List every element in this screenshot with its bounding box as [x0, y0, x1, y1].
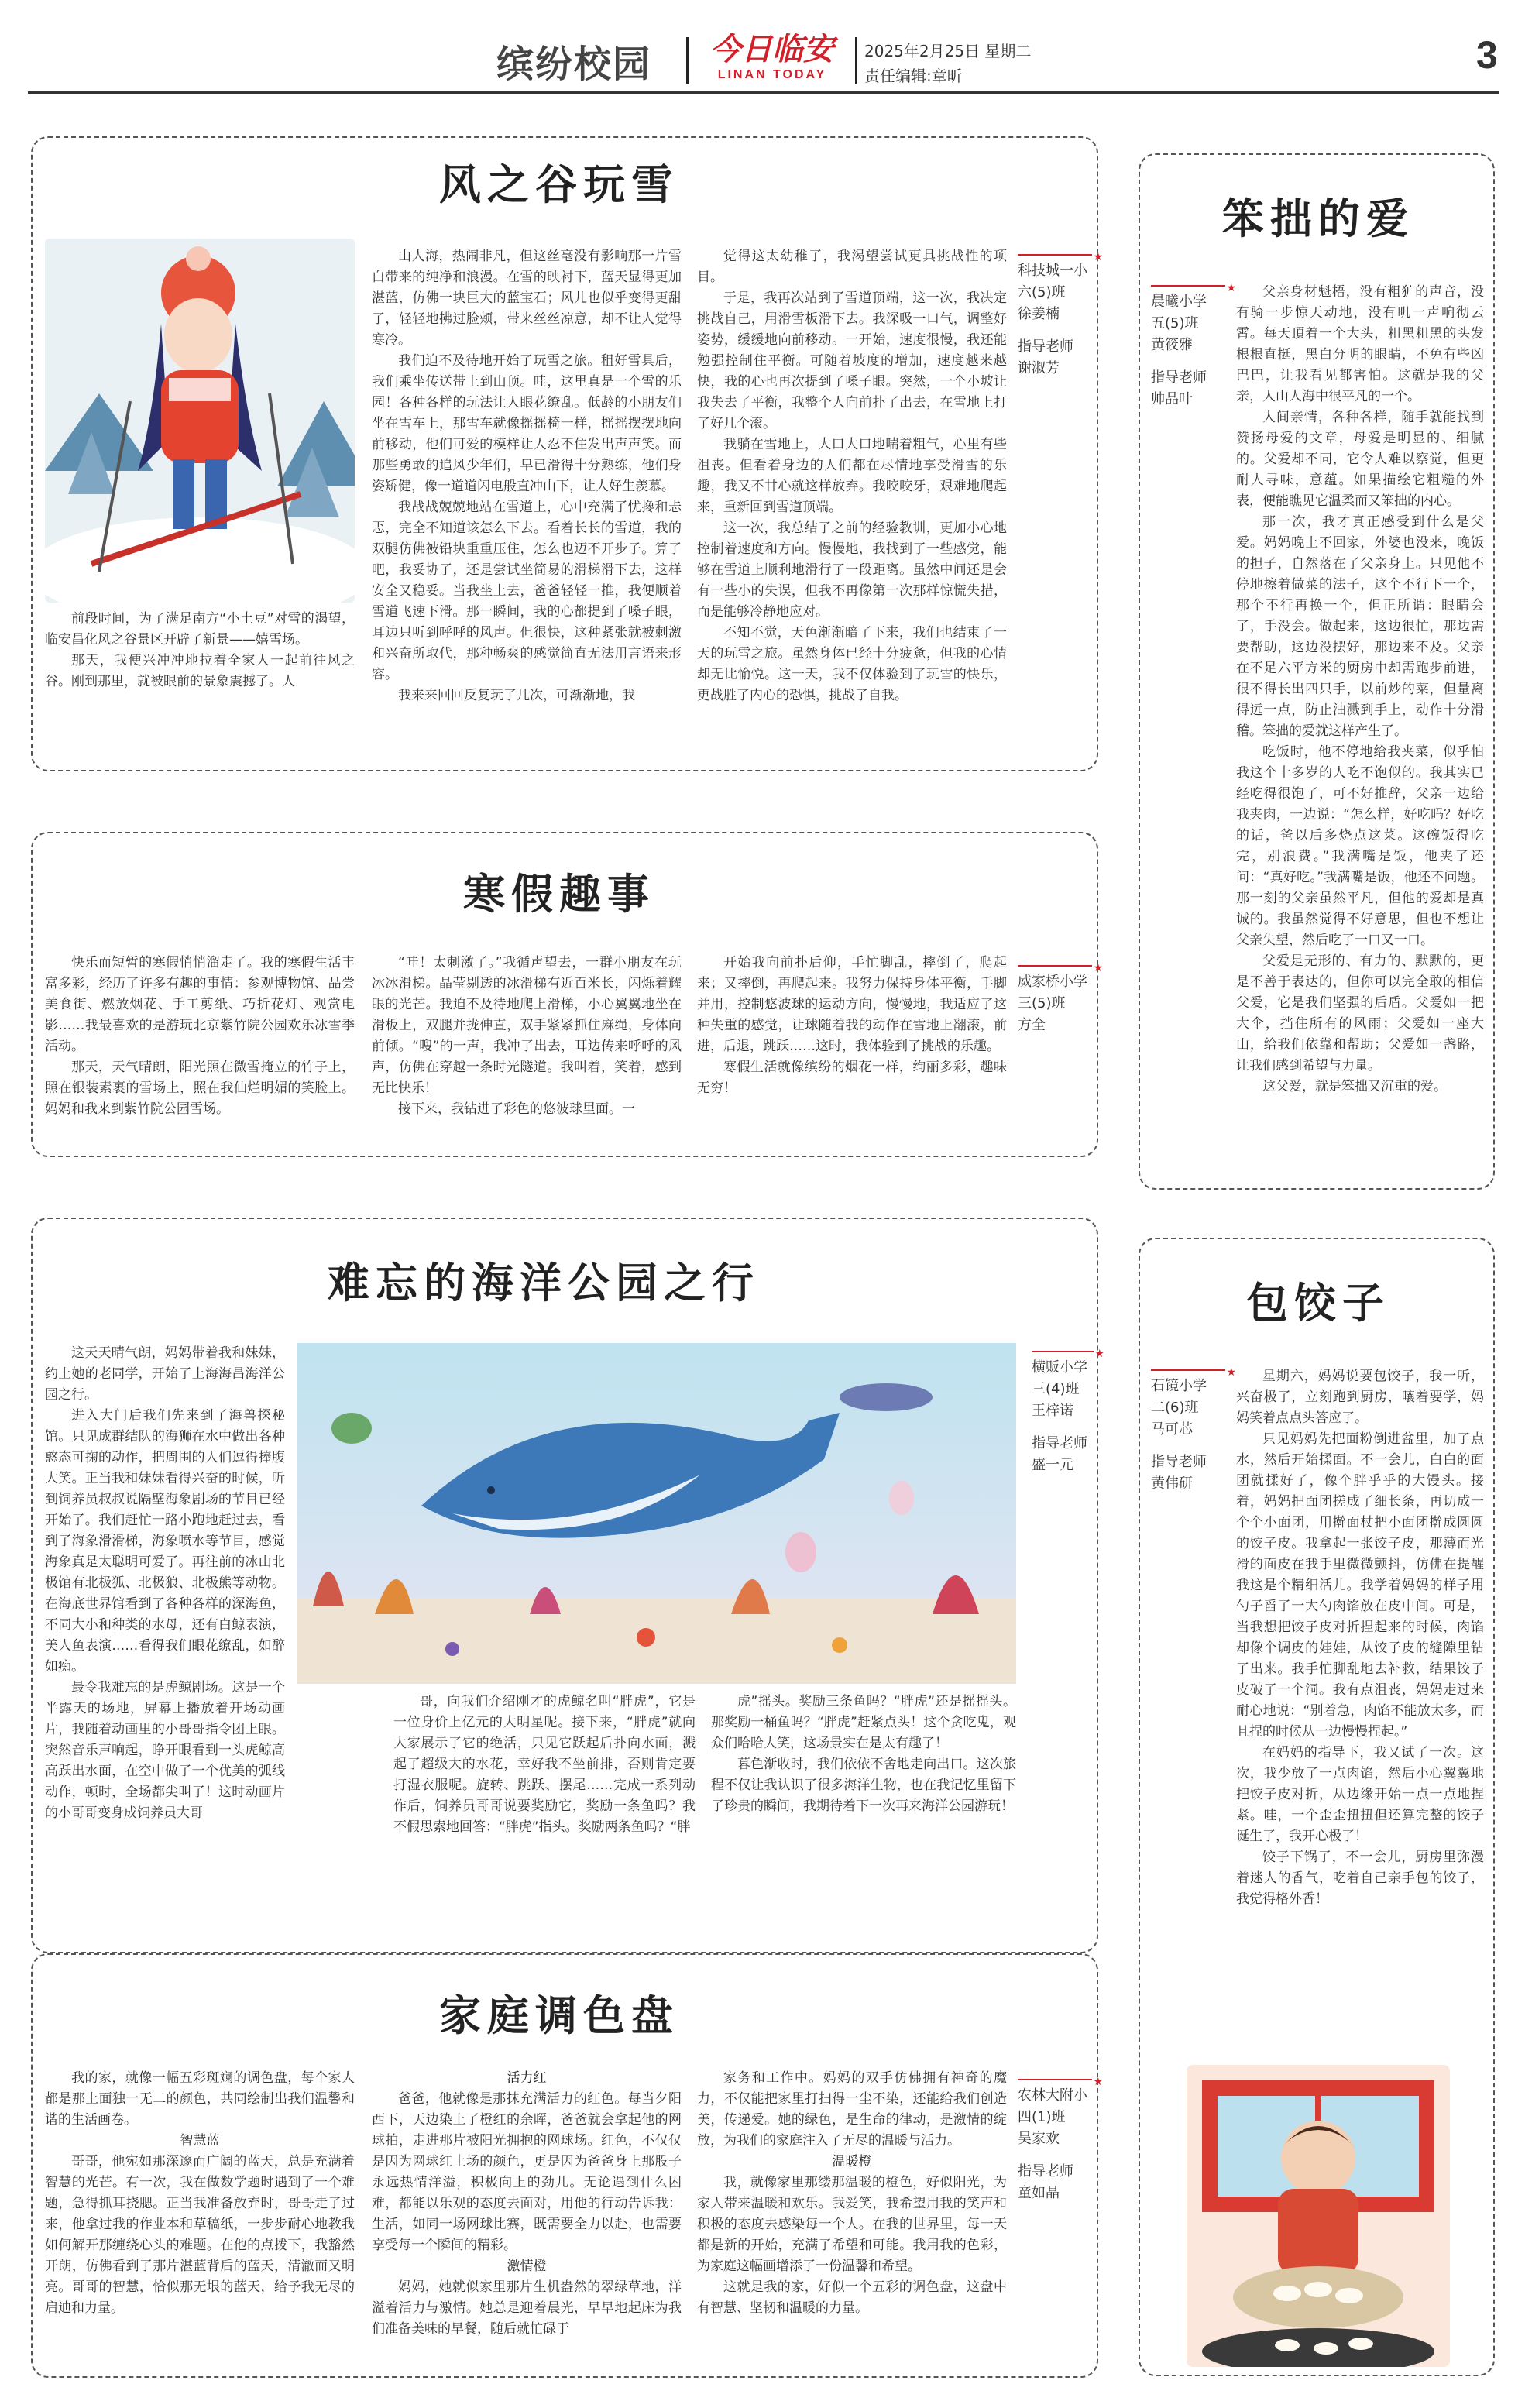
ocean-illustration: [297, 1343, 1016, 1684]
byline: [1018, 2076, 1103, 2204]
paragraph: 暮色渐收时，我们依依不舍地走向出口。这次旅程不仅让我认识了很多海洋生物，也在我记忆里留下了珍贵的瞬间，我期待着下一次再来海洋公园游玩！: [711, 1757, 1016, 1814]
paragraph: 开始我向前扑后仰，手忙脚乱，摔倒了，爬起来；又摔倒，再爬起来。我努力保持身体平衡，手脚并用，控制悠波球的运动方向，慢慢地，我适应了这种失重的感觉，让球随着我的动作在雪地上翻滚，前进，后退，跳跃……这时，我体验到了挑战的乐趣。: [697, 955, 1007, 1054]
byline: [1018, 962, 1103, 1036]
article-column: [1236, 1366, 1484, 2056]
paragraph: 饺子下锅了，不一会儿，厨房里弥漫着迷人的香气，吃着自己亲手包的饺子，我觉得格外香！: [1236, 1850, 1484, 1907]
article-winter: [31, 832, 1103, 1157]
section-title: 缤纷校园: [496, 43, 652, 86]
article-family: [31, 1953, 1103, 2378]
article-title: 难忘的海洋公园之行: [328, 1259, 760, 1307]
author-school: 石镜小学 二(6)班 马可芯: [1151, 1378, 1207, 1438]
teacher-credit: 指导老师 盛一元: [1032, 1435, 1087, 1473]
paragraph: 觉得这太幼稚了，我渴望尝试更具挑战性的项目。: [697, 249, 1007, 285]
subheading: 温暖橙: [832, 2154, 872, 2169]
paragraph: 只见妈妈先把面粉倒进盆里，加了点水，然后开始揉面。不一会儿，白白的面团就揉好了，像个胖乎乎的大馒头。接着，妈妈把面团搓成了细长条，再切成一个个小面团，用擀面杖把小面团擀成圆圆的饺子皮。我拿起一张饺子皮，那薄而光滑的面皮在我手里微微颤抖，仿佛在提醒我这是个精细活儿。我学着妈妈的样子用勺子舀了一大勺肉馅放在皮中间。可是，当我想把饺子皮对折捏起来的时候，肉馅却像个调皮的娃娃，从饺子皮的缝隙里钻了出来。我手忙脚乱地去补救，结果饺子皮破了一个洞。我有点沮丧，妈妈走过来耐心地说：“别着急，肉馅不能放太多，而且捏的时候从一边慢慢捏起。”: [1236, 1431, 1484, 1740]
paragraph: 快乐而短暂的寒假悄悄溜走了。我的寒假生活丰富多彩，经历了许多有趣的事情：参观博物馆、品尝美食街、燃放烟花、手工剪纸、巧折花灯、观赏电影……我最喜欢的是游玩北京紫竹院公园欢乐冰雪季活动。: [45, 955, 355, 1054]
paragraph: 那天，我便兴冲冲地拉着全家人一起前往风之谷。刚到那里，就被眼前的景象震撼了。人: [45, 653, 355, 689]
header-divider: [855, 37, 857, 84]
article-title: 笨拙的爱: [1222, 194, 1414, 243]
byline-rule: [1018, 251, 1103, 263]
subheading: 激情橙: [507, 2259, 547, 2274]
author-school: 农林大附小 四(1)班 吴家欢: [1018, 2087, 1087, 2147]
star-icon: ★: [1226, 1366, 1236, 1379]
article-column: [697, 2068, 1007, 2370]
paragraph: 于是，我再次站到了雪道顶端，这一次，我决定挑战自己，用滑雪板滑下去。我深吸一口气，调整好姿势，缓缓地向前移动。一开始，速度很慢，我还能勉强控制住平衡。可随着坡度的增加，速度越来越快，我的心也再次提到了嗓子眼。突然，一个小坡让我失去了平衡，我整个人向前扑了出去，在雪地上打了好几个滚。: [697, 290, 1007, 431]
paragraph: 这父爱，就是笨拙又沉重的爱。: [1262, 1079, 1447, 1094]
paragraph: 父亲身材魁梧，没有粗犷的声音，没有骑一步惊天动地，没有叽一声响彻云霄。每天頂着一个大头，粗黑粗黑的头发根根直挺，黑白分明的眼睛，不免有些凶巴巴，让我看见都害怕。这就是我的父亲，人山人海中很平凡的一个。: [1236, 284, 1484, 404]
teacher-credit: 指导老师 黄伟研: [1151, 1454, 1207, 1492]
paragraph: 寒假生活就像缤纷的烟花一样，绚丽多彩，趣味无穷！: [697, 1060, 1007, 1096]
paragraph: 最令我难忘的是虎鲸剧场。这是一个半露天的场地，屏幕上播放着开场动画片，我随着动画里的小哥哥指令团上眼。突然音乐声响起，睁开眼看到一头虎鲸高高跃出水面，在空中做了一个优美的弧线动作，顿时，全场都尖叫了！这时动画片的小哥哥变身成饲养员大哥: [45, 1680, 285, 1821]
byline-rule: [1032, 1348, 1104, 1360]
byline: [1032, 1348, 1104, 1476]
paragraph: 我的家，就像一幅五彩斑斓的调色盘，每个家人都是那上面独一无二的颜色，共同绘制出我们温馨和谐的生活画卷。: [45, 2070, 355, 2128]
byline-rule: [1151, 282, 1236, 294]
paragraph: 我们迫不及待地开始了玩雪之旅。租好雪具后，我们乘坐传送带上到山顶。哇，这里真是一个雪的乐园！各种各样的玩法让人眼花缭乱。低龄的小朋友们坐在雪车上，那雪车就像摇摇椅一样，摇摇摆摆地向前移动，他们可爱的模样让人忍不住发出声声笑。而那些勇敢的追风少年们，早已滑得十分熟练，他们身姿矫健，像一道道闪电般直冲山下，让人好生羡慕。: [372, 353, 682, 494]
editor-credit: 责任编辑:章昕: [864, 67, 963, 85]
teacher-credit: 指导老师 帅品叶: [1151, 369, 1207, 407]
star-icon: ★: [1094, 1348, 1104, 1360]
paragraph: 那一次，我才真正感受到什么是父爱。妈妈晚上不回家，外婆也没来，晚饭的担子，自然落在了父亲身上。只见他不停地擦着做菜的法子，这个不行下一个，那个不行再换一个，但正所谓：眼睛会了，手没会。做起来，这边很忙，那边需要帮助，这边没摆好，那边来不及。父亲在不足六平方米的厨房中却需跑步前进，很不得长出四只手，以前炒的菜，但量离得远一点，防止油溅到手上，动作十分滑稽。笨拙的爱就这样产生了。: [1236, 514, 1484, 739]
article-title: 家庭调色盘: [439, 1991, 679, 2040]
issue-date: 2025年2月25日 星期二: [864, 42, 1032, 60]
article-column: [372, 246, 682, 765]
article-column: [1236, 282, 1484, 1183]
author-school: 晨曦小学 五(5)班 黄筱雅: [1151, 294, 1207, 353]
paragraph: 在妈妈的指导下，我又试了一次。这次，我少放了一点肉馅，然后小心翼翼地把饺子皮对折，从边缘开始一点一点地捏紧。哇，一个歪歪扭扭但还算完整的饺子诞生了，我开心极了！: [1236, 1745, 1484, 1844]
byline: [1151, 1366, 1236, 1495]
paragraph: 前段时间，为了满足南方“小土豆”对雪的渴望，临安昌化风之谷景区开辟了新景——嬉雪场。: [45, 611, 355, 648]
paragraph: 我，就像家里那缕那温暖的橙色，好似阳光，为家人带来温暖和欢乐。我爱笑，我希望用我的笑声和积极的态度去感染每一个人。在我的世界里，每一天都是新的开始，充满了希望和可能。我用我的色彩，为家庭这幅画增添了一份温馨和希望。: [697, 2175, 1007, 2274]
paragraph: 我来来回回反复玩了几次，可渐渐地，我: [398, 688, 635, 703]
star-icon: ★: [1093, 251, 1103, 263]
article-snow: [31, 136, 1103, 771]
paragraph: 吃饭时，他不停地给我夹菜，似乎怕我这个十多岁的人吃不饱似的。我其实已经吃得很饱了，可不好推辞，父亲一边给我夹肉，一边说：“怎么样，好吃吗？好吃的话，爸以后多烧点这菜。这碗饭得吃完，别浪费。”我满嘴是饭，他夹了还问：“真好吃。”我满嘴是饭，他还不问题。那一刻的父亲虽然平凡，但他的爱却是真诚的。我虽然觉得不好意思，但也不想让父亲失望，然后吃了一口又一口。: [1236, 744, 1484, 948]
paragraph: “哇！太刺激了。”我循声望去，一群小朋友在玩冰冰滑梯。晶莹剔透的冰滑梯有近百米长，闪烁着耀眼的光芒。我迫不及待地爬上滑梯，小心翼翼地坐在滑板上，双腿并拢伸直，双手紧紧抓住麻绳，身体向前倾。“嗖”的一声，我冲了出去，耳边传来呼呼的风声，仿佛在穿越一条时光隧道。我叫着，笑着，感到无比快乐！: [372, 955, 682, 1096]
article-column: [45, 953, 355, 1149]
header-divider: [686, 37, 689, 84]
star-icon: ★: [1226, 282, 1236, 294]
paragraph: 这就是我的家，好似一个五彩的调色盘，这盘中有智慧、坚韧和温暖的力量。: [697, 2279, 1007, 2316]
article-column: [45, 2068, 355, 2370]
article-title: 风之谷玩雪: [439, 160, 679, 209]
paragraph: 哥，向我们介绍刚才的虎鲸名叫“胖虎”，它是一位身价上亿元的大明星呢。接下来，“胖虎”就向大家展示了它的绝活，只见它跃起后扑向水面，溅起了超级大的水花，幸好我不坐前排，否则肯定要打湿衣服呢。旋转、跳跃、摆尾……完成一系列动作后，饲养员哥哥说要奖励它，奖励一条鱼吗？我不假思索地回答：“胖虎”指头。奖励两条鱼吗？“胖: [393, 1694, 696, 1835]
paragraph: 不知不觉，天色渐渐暗了下来，我们也结束了一天的玩雪之旅。虽然身体已经十分疲惫，但我的心情却无比愉悦。这一天，我不仅体验到了玩雪的快乐，更战胜了内心的恐惧，挑战了自我。: [697, 625, 1007, 703]
teacher-credit: 指导老师 谢淑芳: [1018, 338, 1073, 376]
article-column: [372, 2068, 682, 2370]
paragraph: 父爱是无形的、有力的、默默的，更是不善于表达的，但你可以完全敢的相信父爱，它是我们坚强的后盾。父爱如一把大伞，挡住所有的风雨；父爱如一座大山，给我们依靠和帮助；父爱如一盏路，让我们感到希望与力量。: [1236, 953, 1484, 1073]
paragraph: 哥哥，他宛如那深邃而广阔的蓝天，总是充满着智慧的光芒。有一次，我在做数学题时遇到了一个难题，急得抓耳挠腮。正当我准备放弃时，哥哥走了过来，他拿过我的作业本和草稿纸，一步步耐心地教我如何解开那缠绕心头的难题。在他的点拨下，我豁然开朗，仿佛看到了那片湛蓝背后的蓝天，清澈而又明亮。哥哥的智慧，恰似那无垠的蓝天，给予我无尽的启迪和力量。: [45, 2154, 355, 2316]
paragraph: 我战战兢兢地站在雪道上，心中充满了忧搀和忐忑，完全不知道该怎么下去。看着长长的雪道，我的双腿仿佛被铅块重重压住，怎么也迈不开步子。算了吧，我妥协了，还是尝试坐简易的滑梯滑下去，这样安全又稳妥。当我坐上去，爸爸轻轻一推，我便顺着雪道飞速下滑。那一瞬间，我的心都提到了嗓子眼，耳边只听到呼呼的风声。但很快，这种紧张就被刺激和兴奋所取代，那种畅爽的感觉简直无法用言语来形容。: [372, 500, 682, 682]
paragraph: 接下来，我钻进了彩色的悠波球里面。一: [398, 1101, 635, 1117]
article-love: [1139, 153, 1495, 1190]
page-number: 3: [1476, 33, 1498, 77]
paragraph: 妈妈，她就似家里那片生机盎然的翠绿草地，洋溢着活力与激情。她总是迎着晨光，早早地起床为我们准备美味的早餐，随后就忙碌于: [372, 2279, 682, 2337]
paragraph: 这天天晴气朗，妈妈带着我和妹妹，约上她的老同学，开始了上海海昌海洋公园之行。: [45, 1345, 285, 1403]
header-rule: [28, 91, 1499, 94]
byline: [1018, 251, 1103, 380]
article-column: [45, 1343, 285, 1947]
subheading: 智慧蓝: [180, 2133, 220, 2149]
skier-illustration: [45, 239, 355, 603]
paragraph: 进入大门后我们先来到了海兽探秘馆。只见成群结队的海狮在水中做出各种憨态可掬的动作，把周围的人们逗得捧腹大笑。正当我和妹妹看得兴奋的时候，听到饲养员叔叔说隔壁海象剧场的节目已经开始了。我们赶忙一路小跑地赶过去，看到了海象滑滑梯，海象喷水等节目，感觉海象真是太聪明可爱了。再往前的冰山北极馆有北极狐、北极狼、北极熊等动物。在海底世界馆看到了各种各样的深海鱼，不同大小和种类的水母，还有白鲸表演，美人鱼表演……看得我们眼花缭乱，如醉如痴。: [45, 1408, 285, 1675]
article-column: [45, 609, 355, 764]
paragraph: 山人海，热闹非凡，但这丝毫没有影响那一片雪白带来的纯净和浪漫。在雪的映衬下，蓝天显得更加湛蓝，仿佛一块巨大的蓝宝石；风儿也似乎变得更甜了，轻轻地拂过脸颊，带来丝丝凉意，却不让人觉得寒冷。: [372, 249, 682, 348]
article-title: 包饺子: [1246, 1279, 1390, 1328]
byline-rule: [1151, 1366, 1236, 1379]
article-title: 寒假趣事: [463, 870, 655, 919]
article-column: [711, 1692, 1016, 1947]
author-school: 威家桥小学 三(5)班 方全: [1018, 974, 1087, 1033]
byline-rule: [1018, 962, 1103, 974]
author-school: 科技城一小 六(5)班 徐姜楠: [1018, 263, 1087, 322]
article-ocean: [31, 1218, 1104, 1953]
logo-english: LINAN TODAY: [717, 68, 827, 81]
paragraph: 星期六，妈妈说要包饺子，我一听，兴奋极了，立刻跑到厨房，嚷着要学，妈妈笑着点点头答应了。: [1236, 1369, 1484, 1426]
article-dumpling: [1139, 1238, 1495, 2376]
paragraph: 爸爸，他就像是那抹充满活力的红色。每当夕阳西下，天边染上了橙红的余晖，爸爸就会拿起他的网球拍，走进那片被阳光拥抱的网球场。红色，不仅仅是因为网球红土场的颜色，更是因为爸爸身上那股子永远热情洋溢，积极向上的劲儿。无论遇到什么困难，都能以乐观的态度去面对，用他的行动告诉我：生活，如同一场网球比赛，既需要全力以赴，也需要享受每一个瞬间的精彩。: [372, 2091, 682, 2253]
star-icon: ★: [1093, 962, 1103, 974]
paragraph: 这一次，我总结了之前的经验教训，更加小心地控制着速度和方向。慢慢地，我找到了一些感觉，能够在雪道上顺利地滑行了一段距离。虽然中间还是会有一些小的失误，但我不再像第一次那样惊慌失措，而是能够冷静地应对。: [697, 520, 1007, 620]
article-column: [697, 953, 1007, 1149]
teacher-credit: 指导老师 童如晶: [1018, 2163, 1073, 2201]
page-header: [28, 15, 1499, 96]
article-column: [697, 246, 1007, 765]
logo-chinese: 今日临安: [710, 31, 834, 67]
byline-rule: [1018, 2076, 1103, 2088]
byline: [1151, 282, 1236, 410]
paragraph: 人间亲情，各种各样，随手就能找到赞扬母爱的文章，母爱是明显的、细腻的。父爱却不同，它令人难以察觉，但更耐人寻味，意蕴。如果描绘它粗糙的外表，便能瞧见它温柔而又笨拙的内心。: [1236, 410, 1484, 509]
author-school: 横贩小学 三(4)班 王梓诺: [1032, 1359, 1087, 1419]
paragraph: 我躺在雪地上，大口大口地喘着粗气，心里有些沮丧。但看着身边的人们都在尽情地享受滑雪的乐趣，我又不甘心就这样放弃。我咬咬牙，艰难地爬起来，重新回到雪道顶端。: [697, 437, 1007, 515]
paragraph: 虎”摇头。奖励三条鱼吗？“胖虎”还是摇摇头。那奖励一桶鱼吗？“胖虎”赶紧点头！这个贪吃鬼，观众们哈哈大笑，这场景实在是太有趣了！: [711, 1694, 1016, 1751]
dumpling-illustration: [1187, 2065, 1450, 2367]
newspaper-logo: [699, 31, 846, 85]
paragraph: 家务和工作中。妈妈的双手仿佛拥有神奇的魔力，不仅能把家里打扫得一尘不染，还能给我们创造美，传递爱。她的绿色，是生命的律动，是激情的绽放，为我们的家庭注入了无尽的温暖与活力。: [697, 2070, 1007, 2149]
paragraph: 那天，天气晴朗，阳光照在微雪掩立的竹子上，照在银装素裹的雪场上，照在我仙烂明媚的笑脸上。妈妈和我来到紫竹院公园雪场。: [45, 1060, 355, 1117]
star-icon: ★: [1093, 2076, 1103, 2088]
article-column: [393, 1692, 696, 1947]
subheading: 活力红: [507, 2070, 547, 2086]
article-column: [372, 953, 682, 1149]
